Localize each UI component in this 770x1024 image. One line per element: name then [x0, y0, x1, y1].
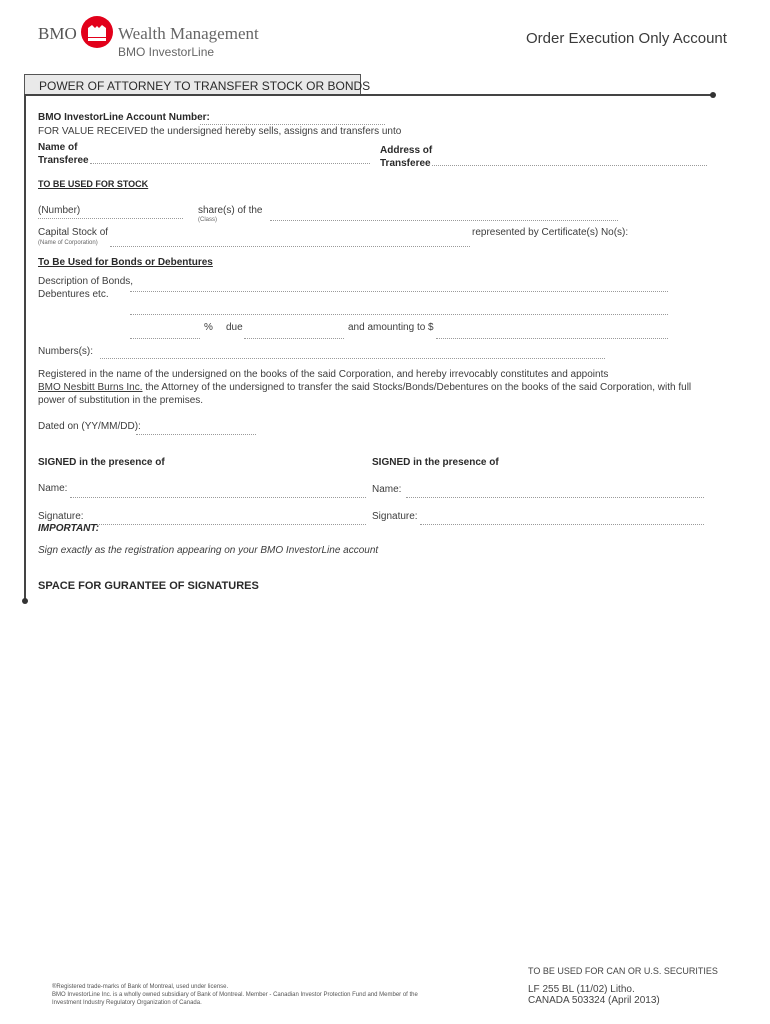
title-bar [24, 74, 371, 95]
wealth-management-wordmark: Wealth Management [118, 24, 259, 43]
description-field-2[interactable] [130, 314, 668, 315]
bonds-section-heading: To Be Used for Bonds or Debentures [38, 257, 213, 268]
numbers-field[interactable] [100, 358, 605, 359]
important-label: IMPORTANT: [38, 523, 100, 534]
dated-on-label: Dated on (YY/MM/DD): [38, 421, 141, 432]
bmo-wordmark: BMO [38, 24, 77, 43]
form-code: LF 255 BL (11/02) Litho. [528, 984, 635, 995]
shares-of-the-label: share(s) of the [198, 205, 263, 216]
number-field[interactable] [38, 218, 183, 219]
bmo-roundel-icon [80, 15, 114, 49]
transferee-address-label: Transferee [380, 158, 431, 169]
account-type-title: Order Execution Only Account [526, 30, 727, 47]
subsidiary-note-1: BMO InvestorLine Inc. is a wholly owned subsidiary of Bank of Montreal. Member - Canadian Investor Protection Fund and Member of the [52, 992, 418, 998]
registered-text-1: Registered in the name of the undersigned on the books of the said Corporation, and hereby irrevocably constitutes and appoints [38, 369, 609, 380]
amount-field[interactable] [436, 338, 668, 339]
numbers-label: Numbers(s): [38, 346, 94, 357]
signed-presence-right: SIGNED in the presence of [372, 457, 499, 468]
account-number-label: BMO InvestorLine Account Number: [38, 112, 210, 123]
name-right-label: Name: [372, 484, 402, 495]
canada-code: CANADA 503324 (April 2013) [528, 995, 660, 1006]
account-number-field[interactable] [200, 124, 385, 125]
signature-right-field[interactable] [420, 524, 704, 525]
nesbitt-burns-link: BMO Nesbitt Burns Inc. [38, 382, 143, 393]
signature-left-label: Signature: [38, 511, 84, 522]
amounting-to-label: and amounting to $ [348, 322, 434, 333]
registered-text-2-line [38, 382, 691, 393]
capital-stock-label: Capital Stock of [38, 227, 109, 238]
guarantee-heading: SPACE FOR GURANTEE OF SIGNATURES [38, 580, 259, 592]
description-label-2: Debentures etc. [38, 289, 109, 300]
dated-on-field[interactable] [136, 434, 256, 435]
frame-left-rule [24, 94, 26, 602]
due-label: due [226, 322, 243, 333]
witness-name-right-field[interactable] [406, 497, 704, 498]
due-field[interactable] [244, 338, 344, 339]
number-label: (Number) [38, 205, 81, 216]
subsidiary-note-2: Investment Industry Regulatory Organization of Canada. [52, 1000, 202, 1006]
percent-label: % [204, 322, 213, 333]
form-title: POWER OF ATTORNEY TO TRANSFER STOCK OR BONDS [39, 79, 371, 93]
signature-right-label: Signature: [372, 511, 418, 522]
corporation-field[interactable] [110, 246, 470, 247]
class-field[interactable] [270, 220, 618, 221]
percent-field[interactable] [130, 338, 200, 339]
name-of-corporation-caption: (Name of Corporation) [38, 240, 98, 246]
sign-exactly-note: Sign exactly as the registration appearing on your BMO InvestorLine account [38, 545, 379, 556]
brand-logo [38, 14, 288, 64]
witness-name-left-field[interactable] [70, 497, 366, 498]
represented-by-label: represented by Certificate(s) No(s): [472, 227, 629, 238]
signed-presence-left: SIGNED in the presence of [38, 457, 165, 468]
investorline-wordmark: BMO InvestorLine [118, 45, 215, 59]
trademark-note: ®Registered trade-marks of Bank of Montreal, used under license. [52, 984, 229, 990]
address-of-label: Address of [380, 145, 433, 156]
value-received-text: FOR VALUE RECEIVED the undersigned hereby sells, assigns and transfers unto [38, 126, 402, 137]
frame-top-dot [710, 92, 716, 98]
frame-top-rule [24, 94, 714, 96]
transferee-address-field[interactable] [432, 165, 707, 166]
description-label-1: Description of Bonds, [38, 276, 134, 287]
transferee-label: Transferee [38, 155, 89, 166]
registered-text-2: the Attorney of the undersigned to transfer the said Stocks/Bonds/Debentures on the books of the said Corporation, with full [142, 382, 692, 393]
class-caption: (Class) [198, 217, 217, 223]
registered-text-3: power of substitution in the premises. [38, 395, 204, 406]
securities-note: TO BE USED FOR CAN OR U.S. SECURITIES [528, 966, 718, 976]
description-field-1[interactable] [130, 291, 668, 292]
frame-bottom-dot [22, 598, 28, 604]
signature-left-field[interactable] [90, 524, 366, 525]
name-left-label: Name: [38, 483, 68, 494]
transferee-name-field[interactable] [90, 163, 370, 164]
stock-section-heading: TO BE USED FOR STOCK [38, 179, 149, 189]
name-of-label: Name of [38, 142, 78, 153]
